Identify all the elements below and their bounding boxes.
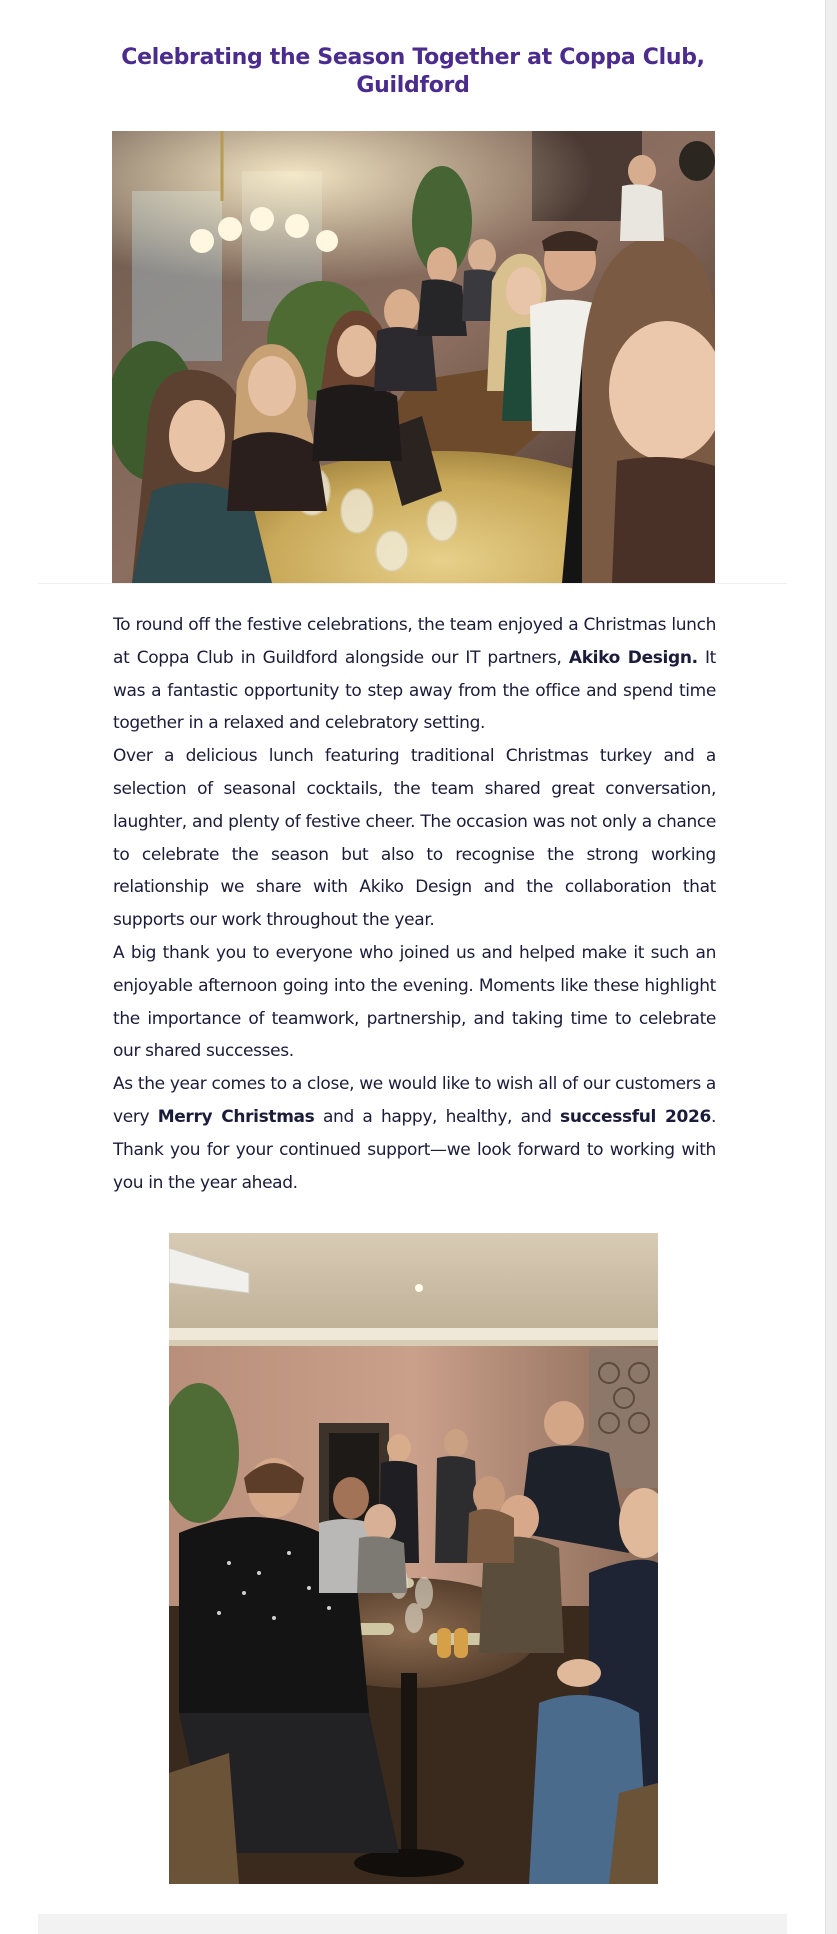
footer-band [38,1914,787,1934]
team-selfie-photo [112,131,715,583]
team-group-illustration [169,1233,658,1884]
paragraph-wishes-text-end: . Thank you for your continued support—we look forward to working with you in the year ahead. [113,1106,717,1193]
successful-year-emphasis: successful 2026 [560,1106,711,1127]
paragraph-intro-text: To round off the festive celebrations, the team enjoyed a Christmas lunch at Coppa Club in Guildford alongside our IT partners, [113,615,716,668]
paragraph-lunch: Over a delicious lunch featuring traditional Christmas turkey and a selection of seasonal cocktails, the team shared great conversation, laughter, and plenty of festive cheer. The occasion was not only a chance to celebrate the season but also to recognise the strong working relationship we share with Akiko Design and the collaboration that supports our work throughout the year. [113,746,716,931]
partner-name: Akiko Design. [568,647,698,668]
paragraph-thanks: A big thank you to everyone who joined us and helped make it such an enjoyable afternoon going into the evening. Moments like these highlight the importance of teamwork, partnership, and taking time to celebrate our shared successes. [113,942,716,1062]
article-title: Celebrating the Season Together at Coppa Club, Guildford [121,45,705,98]
paragraph-wishes-text: As the year comes to a close, we would like to wish all of our customers a very [113,1074,716,1127]
paragraph-intro-text-end: It was a fantastic opportunity to step away from the office and spend time together in a relaxed and celebratory setting. [113,647,716,734]
section-divider [38,583,787,584]
paragraph-wishes [113,1068,716,1199]
merry-christmas-emphasis: Merry Christmas [157,1106,315,1127]
team-selfie-illustration [112,131,715,583]
page-scrollbar[interactable] [825,0,837,1934]
team-group-photo [169,1233,658,1884]
paragraph-wishes-text-mid: and a happy, healthy, and [314,1106,561,1127]
article-body [113,609,716,1199]
paragraph-intro [113,609,716,740]
